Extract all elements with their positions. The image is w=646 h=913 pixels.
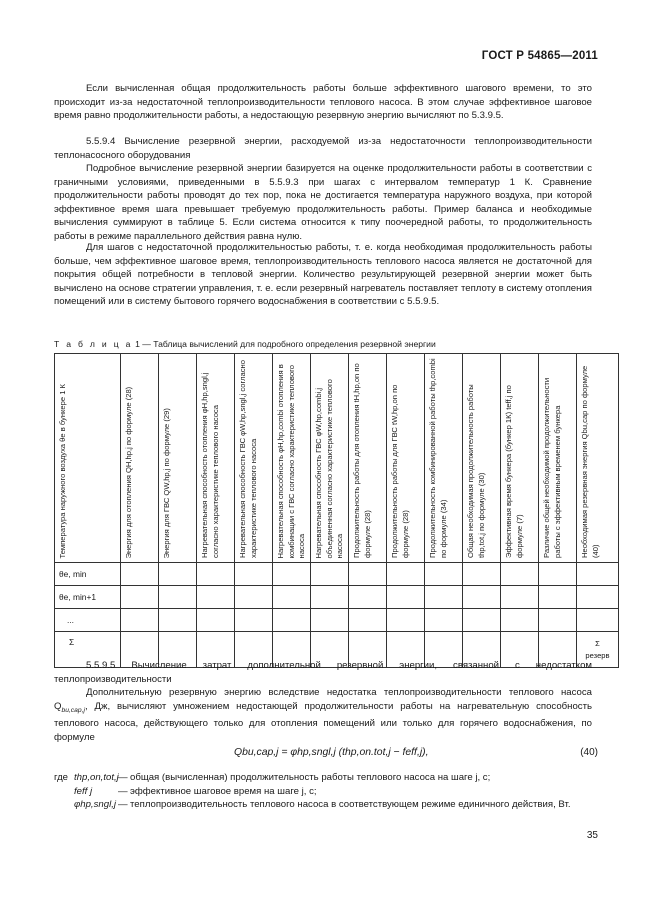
sum-backup-label: резерв <box>585 650 610 660</box>
header-text-combi-dhw-capacity: Нагревательная способность ГВС φW,hp,combi,j объединенная согласно характеристике теплового насоса <box>314 378 344 558</box>
header-text-outdoor-temperature: Температура наружного воздуха θe в бункере 1 К <box>58 383 67 558</box>
header-text-heating-capacity: Нагревательная способность отопления φH,hp,sngl,j согласно характеристике теплового насоса <box>200 372 220 558</box>
header-text-dhw-runtime: Продолжительность работы для ГВС tW,hp,on по формуле (28) <box>390 384 410 558</box>
row-label: θe, min+1 <box>55 586 121 609</box>
header-cell <box>501 354 539 563</box>
legend-dash: — <box>118 799 128 811</box>
section-5-5-9-5-heading: 5.5.9.5 Вычисление затрат дополнительной резервной энергии, связанной с недостатком теплопроизводительности <box>54 660 592 685</box>
header-cell <box>235 354 273 563</box>
calculation-table <box>54 353 619 668</box>
table-row <box>55 609 619 632</box>
header-text-combi-runtime: Продолжительность комбинированной работы thp,combi по формуле (34) <box>428 358 448 558</box>
header-text-heating-runtime: Продолжительность работы для отопления tH,hp,on по формуле (28) <box>352 363 372 558</box>
table-caption-text: 1 — Таблица вычислений для подробного определения резервной энергии <box>132 339 436 349</box>
formula-number: (40) <box>580 747 598 758</box>
header-text-effective-bin-time: Эффективная время бункера (бункер 1К) teff,j по формуле (7) <box>504 385 524 558</box>
header-cell <box>121 354 159 563</box>
header-cell <box>159 354 197 563</box>
header-text-heating-energy: Энергия для отопления QH,hp,j по формуле (28) <box>124 386 133 558</box>
legend-symbol: feff j <box>74 785 93 797</box>
paragraph-6-subscript: bu,cap,j <box>61 706 86 714</box>
paragraph-3: Подробное вычисление резервной энергии базируется на оценке продолжительности работы в соответствии с граничными условиями, приведенными в 5.5.9.3 при шагах с интервалом температур 1 К. Сравнение продолжительности работы проводят до тех пор, пока не достигается температура наружного воздуха, при которой эффективное время шага превышает требуемую продолжительность работы. Пример баланса и необходимые вычисления суммируют в таблице 5. Если система относится к типу поочередной работы, то продолжительность работы в режиме параллельного действия равна нулю. <box>54 163 592 242</box>
header-text-total-runtime: Общая необходимая продолжительность работы thp,tot,j по формуле (30) <box>466 384 486 558</box>
table-row <box>55 563 619 586</box>
header-text-dhw-capacity: Нагревательная способность ГВС φW,hp,sngl,j согласно характеристике теплового насоса <box>238 360 258 558</box>
header-text-runtime-difference: Различие общей необходимой продолжительности работы с эффективным временем бункера <box>542 377 562 558</box>
legend-row <box>54 785 600 799</box>
section-5-5-9-4-heading: 5.5.9.4 Вычисление резервной энергии, расходуемой из-за недостаточности теплопроизводительности теплонасосного оборудования <box>54 136 592 161</box>
sum-symbol: Σ <box>595 638 600 648</box>
standard-header: ГОСТ Р 54865—2011 <box>481 50 598 62</box>
legend-dash: — <box>118 772 128 783</box>
header-text-backup-energy: Необходимая резервная энергия Qbu,cap по формуле (40) <box>580 365 600 558</box>
header-cell <box>387 354 425 563</box>
header-cell <box>197 354 235 563</box>
header-cell <box>425 354 463 563</box>
row-label: ... <box>55 609 121 632</box>
table-caption-prefix: Т а б л и ц а <box>54 339 133 349</box>
header-cell <box>273 354 311 563</box>
paragraph-1: Если вычисленная общая продолжительность работы больше эффективного шагового времени, то это происходит из-за недостаточной теплопроизводительности теплового насоса. В этом случае эффективное шаговое время равно продолжительности работы, а недостающую резервную энергию вычисляют по 5.3.9.5. <box>54 83 592 122</box>
formula-legend <box>54 771 600 812</box>
legend-symbol: thp,on,tot,j <box>74 772 119 783</box>
paragraph-6 <box>54 686 592 744</box>
header-cell <box>463 354 501 563</box>
legend-intro: где <box>54 772 69 783</box>
legend-dash: — <box>118 785 128 797</box>
legend-symbol: φhp,sngl,j <box>74 799 116 811</box>
row-label: θe, min <box>55 563 121 586</box>
legend-description: общая (вычисленная) продолжительность работы теплового насоса на шаге j, с; <box>130 772 491 783</box>
table-caption <box>54 339 436 349</box>
header-cell <box>577 354 619 563</box>
legend-description: эффективное шаговое время на шаге j, с; <box>130 785 317 797</box>
paragraph-6-part-b: , Дж, вычисляют умножением недостающей продолжительности работы на нагревательную способность теплового насоса, действующего только для отопления помещений или только для горячего водоснабжения, по формуле <box>54 700 592 743</box>
legend-row <box>54 771 600 785</box>
legend-row <box>54 798 600 812</box>
header-cell <box>55 354 121 563</box>
header-text-dhw-energy: Энергия для ГВС QW,hp,j по формуле (29) <box>162 407 171 558</box>
header-cell <box>349 354 387 563</box>
legend-description: теплопроизводительность теплового насоса в соответствующем режиме единичного действия, Вт. <box>130 799 571 811</box>
header-text-combi-heating-capacity: Нагревательная способность φH,hp,combi отопления в комбинации с ГВС согласно характеристике теплового насоса <box>276 363 306 558</box>
paragraph-4: Для шагов с недостаточной продолжительностью работы, т. е. когда необходимая продолжительность работы больше, чем эффективное шаговое время, теплопроизводительность теплового насоса является не достаточной для покрытия общей потребности в тепловой энергии. Количество результирующей резервной энергии может быть вычислено на основе стратегии управления, т. е. если резервный нагреватель поставляет теплоту в систему отопления помещений или в систему бытового горячего водоснабжения в соответствии с 5.5.9.5. <box>54 242 592 308</box>
row-label-sum: Σ <box>55 632 121 668</box>
page-number: 35 <box>586 830 598 841</box>
paragraph-6-part-a: Дополнительную резервную энергию вследствие недостатка теплопроизводительности теплового насоса Q <box>54 687 592 712</box>
formula-40: Qbu,cap,j = φhp,sngl,j (thp,on.tot,j − feff,j), <box>234 747 429 758</box>
header-cell <box>539 354 577 563</box>
header-cell <box>311 354 349 563</box>
table-header-row <box>55 354 619 563</box>
table-row <box>55 586 619 609</box>
